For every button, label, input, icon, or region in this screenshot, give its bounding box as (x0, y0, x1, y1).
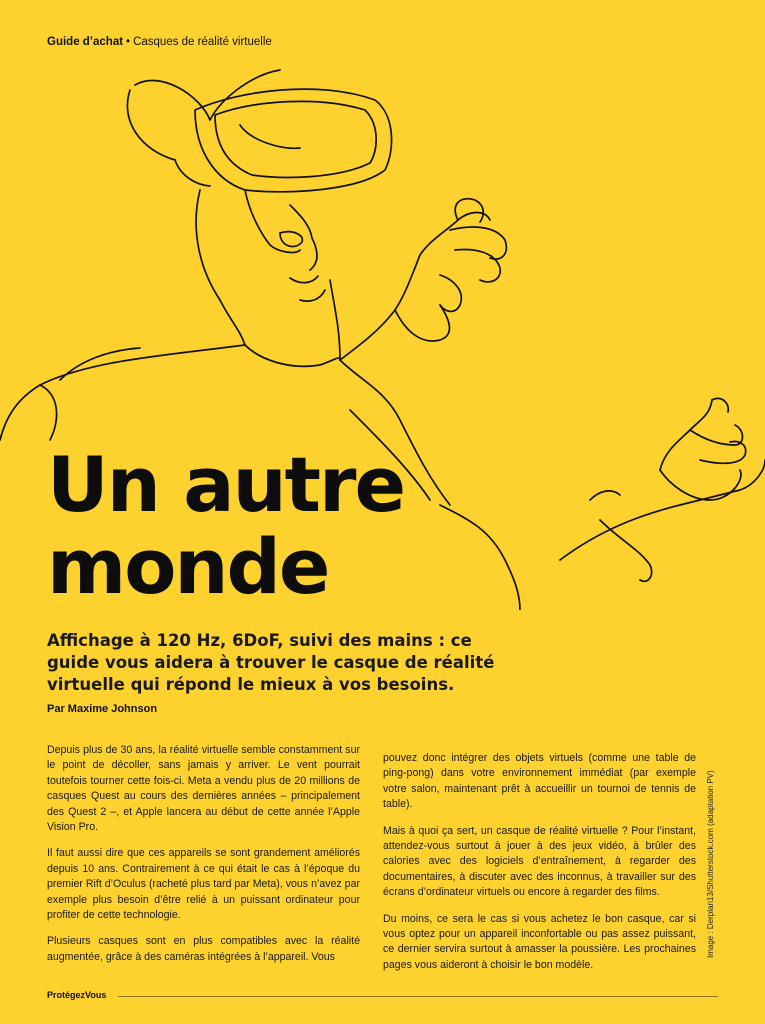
footer-brand[interactable]: ProtégezVous (47, 990, 107, 1000)
paragraph: Il faut aussi dire que ces appareils se sont grandement améliorés depuis 10 ans. Contrairement à ce qui était le cas à l’époque du premier Rift d’Oculus (racheté plus tard par Meta), vous n’avez par exemple plus besoin d’être relié à un puissant ordinateur pour profiter de cette technologie. (47, 847, 360, 922)
footer-divider (118, 996, 718, 997)
article-column-left (47, 743, 360, 976)
article-byline: Par Maxime Johnson (47, 703, 158, 715)
article-dek: Affichage à 120 Hz, 6DoF, suivi des mains : ce guide vous aidera à trouver le casque de réalité virtuelle qui répond le mieux à vos besoins. (47, 631, 495, 694)
breadcrumb-section[interactable]: Guide d’achat (47, 36, 124, 48)
article-column-right (383, 751, 696, 984)
paragraph: pouvez donc intégrer des objets virtuels (comme une table de ping-pong) dans votre environnement immédiat (par exemple votre salon, maintenant prêt à accueillir un tournoi de tennis de table). (383, 752, 696, 811)
paragraph: Plusieurs casques sont en plus compatibles avec la réalité augmentée, grâce à des caméras intégrées à l’appareil. Vous (47, 935, 360, 963)
paragraph: Du moins, ce sera le cas si vous achetez le bon casque, car si vous optez pour un appareil inconfortable ou pas assez puissant, ce dernier servira surtout à amasser la poussière. Les prochaines pages vous aideront à choisir le bon modèle. (383, 912, 696, 971)
breadcrumb (47, 36, 272, 48)
breadcrumb-topic: Casques de réalité virtuelle (133, 36, 272, 48)
paragraph: Depuis plus de 30 ans, la réalité virtuelle semble constamment sur le point de décoller, sans jamais y arriver. Le vent pourrait toutefois tourner cette fois-ci. Meta a vendu plus de 20 millions de casques Quest au cours des dernières années – principalement des Quest 2 –, et Apple lancera au début de cette année l’Apple Vision Pro. (47, 744, 360, 834)
breadcrumb-separator: • (126, 36, 131, 48)
article-title-line-2: monde (47, 522, 329, 611)
paragraph: Mais à quoi ça sert, un casque de réalité virtuelle ? Pour l’instant, attendez-vous surtout à jouer à des jeux vidéo, à brûler des calories avec des logiciels d’entraînement, à regarder des documentaires, à discuter avec des inconnus, à travailler sur des écrans d’ordinateur virtuels ou encore à regarder des films. (383, 824, 696, 899)
article-title-line-1: Un autre (47, 440, 405, 529)
image-credit: Image : Derplan13/Shutterstock.com (adaptation PV) (706, 770, 715, 958)
article-title (47, 440, 405, 611)
